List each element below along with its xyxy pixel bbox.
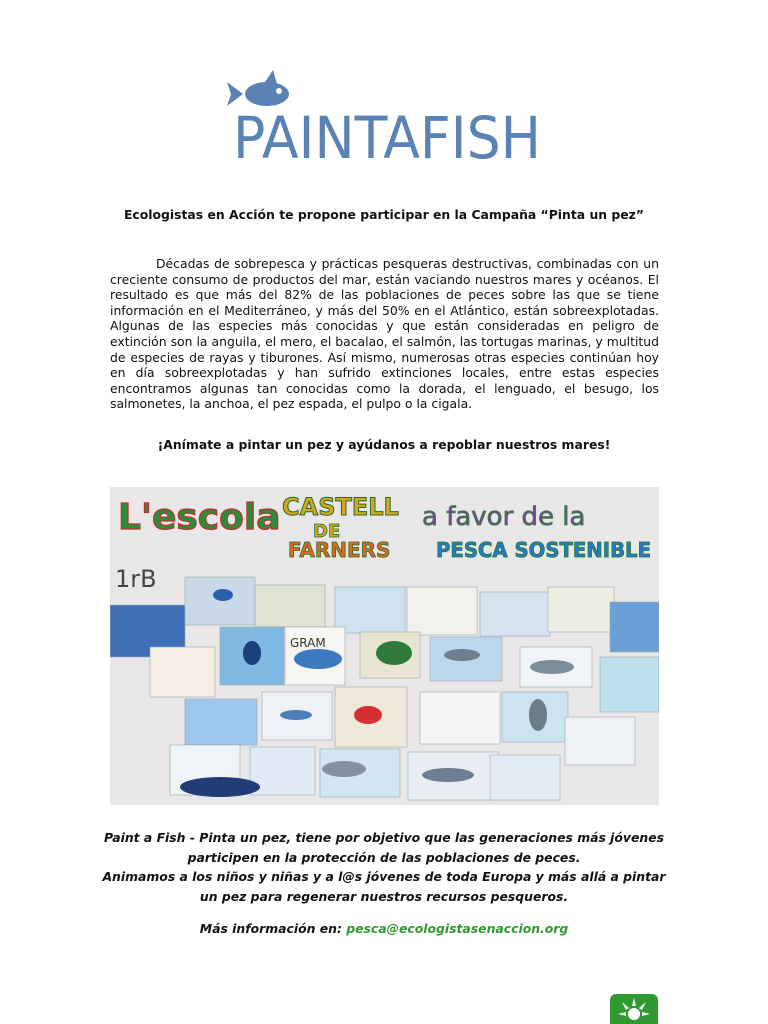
caption-line-2: participen en la protección de las poblaciones de peces. — [187, 849, 581, 865]
banner-pesca: PESCA SOSTENIBLE — [436, 538, 651, 562]
caption-line-4: un pez para regenerar nuestros recursos pesqueros. — [199, 888, 569, 904]
caption-line-3: Animamos a los niños y niñas y a l@s jóvenes de toda Europa y más allá a pintar — [102, 869, 666, 884]
banner-de: DE — [313, 521, 341, 542]
banner-a-favor: a favor de la — [422, 502, 586, 532]
drawing-gram-label: GRAM — [290, 636, 326, 650]
class-label: 1rB — [115, 565, 157, 593]
more-info-label: Más información en: — [199, 921, 342, 936]
paint-a-fish-logo — [225, 68, 550, 168]
campaign-caption — [80, 828, 688, 906]
caption-line-1: Paint a Fish - Pinta un pez, tiene por objetivo que las generaciones más jóvenes — [103, 830, 665, 845]
logo-fish-icon — [227, 70, 289, 106]
logo-text: PAINTAFISH — [233, 104, 541, 168]
children-drawings-photo — [110, 487, 659, 805]
call-to-action: ¡Anímate a pintar un pez y ayúdanos a repoblar nuestros mares! — [157, 437, 611, 452]
banner-castell: CASTELL — [282, 493, 399, 521]
more-info — [0, 921, 768, 936]
banner-lescola: L'escola — [118, 497, 281, 538]
contact-email-link[interactable]: pesca@ecologistasenaccion.org — [346, 921, 569, 936]
page-headline: Ecologistas en Acción te propone participar en la Campaña “Pinta un pez” — [123, 207, 645, 222]
intro-paragraph: Décadas de sobrepesca y prácticas pesqueras destructivas, combinadas con un creciente consumo de productos del mar, están vaciando nuestros mares y océanos. El resultado es que más del 82% de las poblaciones de peces sobre las que se tiene información en el Mediterráneo, y más del 50% en el Atlántico, están sobreexplotadas. Algunas de las especies más conocidas y que están consideradas en peligro de extinción son la anguila, el mero, el bacalao, el salmón, las tortugas marinas, y multitud de especies de rayas y tiburones. Así mismo, numerosas otras especies continúan hoy en día sobreexplotadas y han sufrido extinciones locales, entre estas especies encontramos algunas tan conocidas como la dorada, el lenguado, el besugo, los salmonetes, la anchoa, el pez espada, el pulpo o la cigala. — [110, 256, 659, 412]
banner-farners: FARNERS — [288, 538, 391, 562]
ecologistas-logo — [610, 994, 658, 1024]
